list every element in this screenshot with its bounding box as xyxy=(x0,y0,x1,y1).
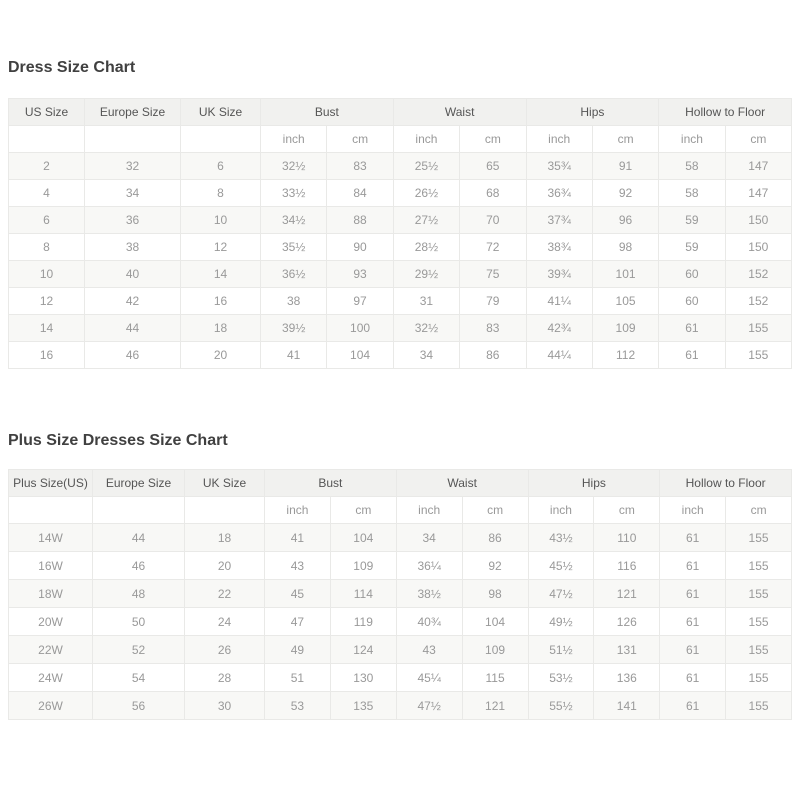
table-row xyxy=(9,580,792,608)
column-header-europe-size: Europe Size xyxy=(93,470,185,497)
size-value-cell: 155 xyxy=(726,552,792,580)
size-value-cell: 109 xyxy=(592,315,658,342)
size-value-cell: 43½ xyxy=(528,524,594,552)
column-header-waist: Waist xyxy=(396,470,528,497)
size-value-cell: 147 xyxy=(725,180,791,207)
unit-header-cm: cm xyxy=(726,497,792,524)
size-value-cell: 61 xyxy=(660,664,726,692)
unit-header-inch: inch xyxy=(526,126,592,153)
size-value-cell: 109 xyxy=(462,636,528,664)
dress-size-table xyxy=(8,98,792,369)
unit-header-row xyxy=(9,497,792,524)
size-value-cell: 14W xyxy=(9,524,93,552)
size-value-cell: 4 xyxy=(9,180,85,207)
size-value-cell: 59 xyxy=(659,207,725,234)
size-value-cell: 33½ xyxy=(261,180,327,207)
size-value-cell: 109 xyxy=(330,552,396,580)
size-value-cell: 155 xyxy=(725,315,791,342)
size-value-cell: 41 xyxy=(265,524,331,552)
size-value-cell: 47½ xyxy=(396,692,462,720)
size-value-cell: 155 xyxy=(726,524,792,552)
column-header-uk-size: UK Size xyxy=(185,470,265,497)
column-header-europe-size: Europe Size xyxy=(85,99,181,126)
unit-header-cm: cm xyxy=(327,126,393,153)
unit-header-cm: cm xyxy=(725,126,791,153)
column-header-hips: Hips xyxy=(526,99,659,126)
size-value-cell: 83 xyxy=(460,315,526,342)
size-value-cell: 116 xyxy=(594,552,660,580)
size-value-cell: 40 xyxy=(85,261,181,288)
unit-header-inch: inch xyxy=(528,497,594,524)
empty-subheader-cell xyxy=(9,497,93,524)
size-value-cell: 32 xyxy=(85,153,181,180)
size-value-cell: 44¼ xyxy=(526,342,592,369)
size-value-cell: 96 xyxy=(592,207,658,234)
size-value-cell: 88 xyxy=(327,207,393,234)
size-value-cell: 24W xyxy=(9,664,93,692)
size-value-cell: 86 xyxy=(460,342,526,369)
size-value-cell: 8 xyxy=(9,234,85,261)
size-value-cell: 20W xyxy=(9,608,93,636)
column-header-bust: Bust xyxy=(265,470,397,497)
table-row xyxy=(9,288,792,315)
unit-header-cm: cm xyxy=(330,497,396,524)
unit-header-inch: inch xyxy=(265,497,331,524)
size-value-cell: 152 xyxy=(725,288,791,315)
size-value-cell: 119 xyxy=(330,608,396,636)
unit-header-inch: inch xyxy=(261,126,327,153)
table-row xyxy=(9,234,792,261)
size-value-cell: 43 xyxy=(265,552,331,580)
size-value-cell: 10 xyxy=(9,261,85,288)
size-value-cell: 92 xyxy=(462,552,528,580)
dress-size-chart-title: Dress Size Chart xyxy=(8,59,136,76)
size-value-cell: 35½ xyxy=(261,234,327,261)
size-value-cell: 70 xyxy=(460,207,526,234)
size-value-cell: 38 xyxy=(85,234,181,261)
size-value-cell: 31 xyxy=(393,288,459,315)
size-value-cell: 155 xyxy=(726,580,792,608)
unit-header-cm: cm xyxy=(594,497,660,524)
size-value-cell: 32½ xyxy=(261,153,327,180)
column-header-bust: Bust xyxy=(261,99,394,126)
size-value-cell: 61 xyxy=(660,608,726,636)
size-value-cell: 39½ xyxy=(261,315,327,342)
size-value-cell: 135 xyxy=(330,692,396,720)
table-row xyxy=(9,552,792,580)
size-value-cell: 59 xyxy=(659,234,725,261)
table-row xyxy=(9,315,792,342)
size-value-cell: 105 xyxy=(592,288,658,315)
unit-header-row xyxy=(9,126,792,153)
size-value-cell: 38 xyxy=(261,288,327,315)
column-header-hollow-to-floor: Hollow to Floor xyxy=(659,99,792,126)
size-value-cell: 155 xyxy=(726,608,792,636)
size-value-cell: 61 xyxy=(660,580,726,608)
size-value-cell: 41¼ xyxy=(526,288,592,315)
size-value-cell: 97 xyxy=(327,288,393,315)
plus-size-table xyxy=(8,469,792,720)
size-value-cell: 68 xyxy=(460,180,526,207)
table-row xyxy=(9,153,792,180)
size-value-cell: 18W xyxy=(9,580,93,608)
size-value-cell: 45 xyxy=(265,580,331,608)
column-header-uk-size: UK Size xyxy=(181,99,261,126)
column-header-hollow-to-floor: Hollow to Floor xyxy=(660,470,792,497)
size-value-cell: 40¾ xyxy=(396,608,462,636)
size-value-cell: 61 xyxy=(660,692,726,720)
column-header-plus-size-us: Plus Size(US) xyxy=(9,470,93,497)
column-header-row xyxy=(9,99,792,126)
size-value-cell: 34 xyxy=(85,180,181,207)
size-value-cell: 121 xyxy=(462,692,528,720)
size-value-cell: 38½ xyxy=(396,580,462,608)
size-value-cell: 38¾ xyxy=(526,234,592,261)
size-value-cell: 54 xyxy=(93,664,185,692)
table-row xyxy=(9,692,792,720)
empty-subheader-cell xyxy=(9,126,85,153)
size-value-cell: 47½ xyxy=(528,580,594,608)
table-row xyxy=(9,342,792,369)
size-value-cell: 43 xyxy=(396,636,462,664)
size-value-cell: 84 xyxy=(327,180,393,207)
size-value-cell: 16 xyxy=(181,288,261,315)
table-row xyxy=(9,608,792,636)
size-value-cell: 60 xyxy=(659,288,725,315)
size-value-cell: 32½ xyxy=(393,315,459,342)
size-value-cell: 86 xyxy=(462,524,528,552)
size-value-cell: 79 xyxy=(460,288,526,315)
column-header-hips: Hips xyxy=(528,470,660,497)
size-value-cell: 42 xyxy=(85,288,181,315)
size-value-cell: 46 xyxy=(85,342,181,369)
size-value-cell: 30 xyxy=(185,692,265,720)
size-value-cell: 18 xyxy=(181,315,261,342)
size-value-cell: 155 xyxy=(726,692,792,720)
size-value-cell: 126 xyxy=(594,608,660,636)
size-value-cell: 36¼ xyxy=(396,552,462,580)
size-value-cell: 53½ xyxy=(528,664,594,692)
size-value-cell: 155 xyxy=(725,342,791,369)
size-value-cell: 98 xyxy=(462,580,528,608)
size-value-cell: 55½ xyxy=(528,692,594,720)
dress-size-chart-section xyxy=(8,0,792,369)
empty-subheader-cell xyxy=(181,126,261,153)
size-value-cell: 61 xyxy=(659,342,725,369)
size-value-cell: 90 xyxy=(327,234,393,261)
size-value-cell: 131 xyxy=(594,636,660,664)
plus-size-chart-title: Plus Size Dresses Size Chart xyxy=(8,432,228,449)
size-value-cell: 58 xyxy=(659,153,725,180)
size-value-cell: 29½ xyxy=(393,261,459,288)
size-value-cell: 42¾ xyxy=(526,315,592,342)
unit-header-inch: inch xyxy=(659,126,725,153)
size-value-cell: 36½ xyxy=(261,261,327,288)
size-value-cell: 34 xyxy=(396,524,462,552)
size-value-cell: 52 xyxy=(93,636,185,664)
size-value-cell: 26W xyxy=(9,692,93,720)
empty-subheader-cell xyxy=(85,126,181,153)
size-value-cell: 60 xyxy=(659,261,725,288)
size-value-cell: 26 xyxy=(185,636,265,664)
size-value-cell: 25½ xyxy=(393,153,459,180)
size-value-cell: 34½ xyxy=(261,207,327,234)
size-value-cell: 20 xyxy=(181,342,261,369)
size-value-cell: 37¾ xyxy=(526,207,592,234)
size-value-cell: 14 xyxy=(9,315,85,342)
size-value-cell: 75 xyxy=(460,261,526,288)
size-value-cell: 22W xyxy=(9,636,93,664)
column-header-us-size: US Size xyxy=(9,99,85,126)
size-value-cell: 44 xyxy=(85,315,181,342)
size-value-cell: 51 xyxy=(265,664,331,692)
plus-size-chart-section xyxy=(8,369,792,720)
unit-header-inch: inch xyxy=(393,126,459,153)
size-value-cell: 136 xyxy=(594,664,660,692)
size-value-cell: 98 xyxy=(592,234,658,261)
size-value-cell: 36¾ xyxy=(526,180,592,207)
size-value-cell: 104 xyxy=(327,342,393,369)
table-row xyxy=(9,524,792,552)
size-value-cell: 83 xyxy=(327,153,393,180)
size-value-cell: 112 xyxy=(592,342,658,369)
size-value-cell: 141 xyxy=(594,692,660,720)
size-value-cell: 155 xyxy=(726,664,792,692)
size-value-cell: 28 xyxy=(185,664,265,692)
size-value-cell: 34 xyxy=(393,342,459,369)
size-value-cell: 27½ xyxy=(393,207,459,234)
size-value-cell: 44 xyxy=(93,524,185,552)
unit-header-cm: cm xyxy=(460,126,526,153)
size-value-cell: 114 xyxy=(330,580,396,608)
column-header-row xyxy=(9,470,792,497)
size-value-cell: 2 xyxy=(9,153,85,180)
unit-header-cm: cm xyxy=(462,497,528,524)
size-value-cell: 49 xyxy=(265,636,331,664)
size-value-cell: 101 xyxy=(592,261,658,288)
size-value-cell: 155 xyxy=(726,636,792,664)
size-value-cell: 61 xyxy=(659,315,725,342)
size-value-cell: 61 xyxy=(660,552,726,580)
size-value-cell: 24 xyxy=(185,608,265,636)
unit-header-inch: inch xyxy=(396,497,462,524)
size-value-cell: 56 xyxy=(93,692,185,720)
size-value-cell: 48 xyxy=(93,580,185,608)
size-value-cell: 150 xyxy=(725,234,791,261)
size-value-cell: 58 xyxy=(659,180,725,207)
column-header-waist: Waist xyxy=(393,99,526,126)
size-value-cell: 124 xyxy=(330,636,396,664)
size-value-cell: 92 xyxy=(592,180,658,207)
empty-subheader-cell xyxy=(185,497,265,524)
table-row xyxy=(9,636,792,664)
size-value-cell: 104 xyxy=(462,608,528,636)
size-value-cell: 16W xyxy=(9,552,93,580)
size-value-cell: 8 xyxy=(181,180,261,207)
empty-subheader-cell xyxy=(93,497,185,524)
size-value-cell: 150 xyxy=(725,207,791,234)
size-value-cell: 152 xyxy=(725,261,791,288)
size-value-cell: 41 xyxy=(261,342,327,369)
size-value-cell: 53 xyxy=(265,692,331,720)
size-value-cell: 65 xyxy=(460,153,526,180)
size-value-cell: 39¾ xyxy=(526,261,592,288)
size-value-cell: 61 xyxy=(660,636,726,664)
size-value-cell: 91 xyxy=(592,153,658,180)
size-value-cell: 12 xyxy=(9,288,85,315)
size-value-cell: 47 xyxy=(265,608,331,636)
size-value-cell: 22 xyxy=(185,580,265,608)
size-value-cell: 6 xyxy=(9,207,85,234)
unit-header-inch: inch xyxy=(660,497,726,524)
size-value-cell: 72 xyxy=(460,234,526,261)
size-value-cell: 18 xyxy=(185,524,265,552)
size-value-cell: 130 xyxy=(330,664,396,692)
size-value-cell: 28½ xyxy=(393,234,459,261)
size-value-cell: 16 xyxy=(9,342,85,369)
size-value-cell: 50 xyxy=(93,608,185,636)
size-value-cell: 35¾ xyxy=(526,153,592,180)
size-value-cell: 104 xyxy=(330,524,396,552)
size-value-cell: 93 xyxy=(327,261,393,288)
size-value-cell: 115 xyxy=(462,664,528,692)
size-value-cell: 14 xyxy=(181,261,261,288)
table-row xyxy=(9,180,792,207)
size-value-cell: 36 xyxy=(85,207,181,234)
table-row xyxy=(9,261,792,288)
size-value-cell: 10 xyxy=(181,207,261,234)
unit-header-cm: cm xyxy=(592,126,658,153)
size-value-cell: 147 xyxy=(725,153,791,180)
size-value-cell: 12 xyxy=(181,234,261,261)
size-value-cell: 121 xyxy=(594,580,660,608)
size-value-cell: 45½ xyxy=(528,552,594,580)
size-value-cell: 51½ xyxy=(528,636,594,664)
size-value-cell: 45¼ xyxy=(396,664,462,692)
table-row xyxy=(9,664,792,692)
size-value-cell: 61 xyxy=(660,524,726,552)
size-value-cell: 100 xyxy=(327,315,393,342)
table-row xyxy=(9,207,792,234)
size-value-cell: 110 xyxy=(594,524,660,552)
size-value-cell: 49½ xyxy=(528,608,594,636)
size-value-cell: 46 xyxy=(93,552,185,580)
size-value-cell: 20 xyxy=(185,552,265,580)
size-value-cell: 26½ xyxy=(393,180,459,207)
size-value-cell: 6 xyxy=(181,153,261,180)
